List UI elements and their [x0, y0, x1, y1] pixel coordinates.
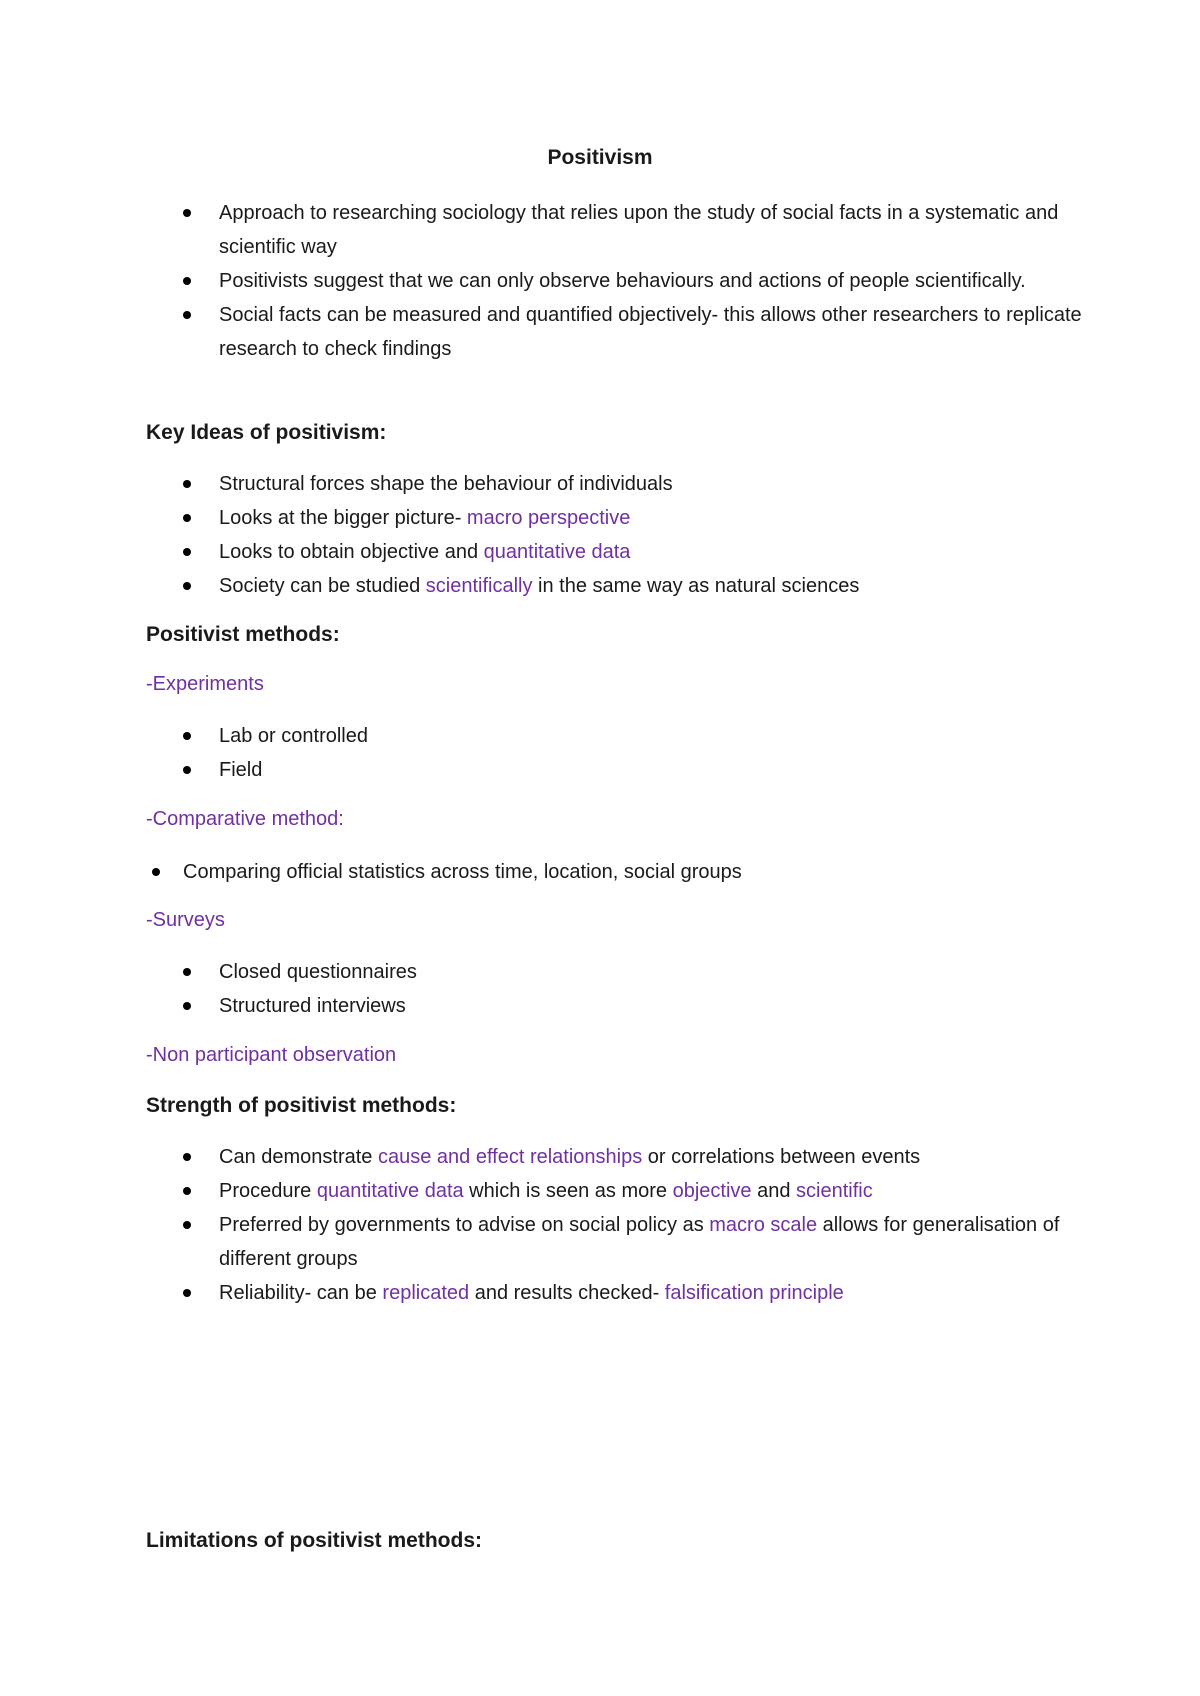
highlighted-term: cause and effect relationships: [377, 1146, 643, 1168]
strengths-heading: Strength of positivist methods:: [146, 1094, 457, 1117]
list-item-text: Field: [219, 759, 263, 781]
bullet-icon: [183, 277, 191, 285]
highlighted-term: replicated: [382, 1282, 470, 1304]
bullet-icon: [183, 514, 191, 522]
bullet-icon: [183, 480, 191, 488]
list-item-text: which is seen as more: [463, 1180, 673, 1202]
list-item: [146, 955, 1099, 989]
experiments-label: -Experiments: [146, 673, 264, 695]
list-item-text: Can demonstrate: [219, 1146, 378, 1168]
bullet-icon: [183, 1221, 191, 1229]
highlighted-term: objective: [672, 1180, 752, 1202]
list-item-text: Structural forces shape the behaviour of individuals: [219, 473, 673, 495]
list-item-text: and results checked-: [469, 1282, 665, 1304]
list-item-text: in the same way as natural sciences: [532, 575, 860, 597]
list-item: [146, 855, 1063, 889]
list-item-text: and: [751, 1180, 797, 1202]
key-ideas-heading: Key Ideas of positivism:: [146, 421, 387, 444]
highlighted-term: scientific: [796, 1180, 873, 1202]
comparative-list: [146, 855, 1063, 889]
strengths-list: [146, 1140, 1099, 1310]
bullet-icon: [183, 968, 191, 976]
list-item: [146, 1140, 1099, 1174]
highlighted-term: falsification principle: [664, 1282, 844, 1304]
bullet-icon: [183, 582, 191, 590]
bullet-icon: [183, 1002, 191, 1010]
bullet-icon: [183, 209, 191, 217]
list-item-text: Lab or controlled: [219, 725, 368, 747]
list-item-text: Comparing official statistics across time, location, social groups: [183, 861, 742, 883]
highlighted-term: scientifically: [425, 575, 533, 597]
list-item: [146, 501, 1099, 535]
highlighted-term: quantitative data: [316, 1180, 464, 1202]
key-ideas-list: [146, 467, 1099, 603]
bullet-icon: [152, 868, 160, 876]
bullet-icon: [183, 1153, 191, 1161]
list-item-text: Positivists suggest that we can only observe behaviours and actions of people scientifically.: [219, 270, 1026, 292]
bullet-icon: [183, 311, 191, 319]
highlighted-term: macro scale: [709, 1214, 818, 1236]
surveys-label: -Surveys: [146, 909, 225, 931]
bullet-icon: [183, 1187, 191, 1195]
comparative-label: -Comparative method:: [146, 808, 344, 830]
list-item-text: allows for generalisation of different groups: [219, 1214, 1060, 1270]
list-item-text: Looks at the bigger picture-: [219, 507, 467, 529]
methods-heading: Positivist methods:: [146, 623, 340, 646]
list-item-text: Looks to obtain objective and: [219, 541, 484, 563]
list-item: [146, 719, 1099, 753]
limitations-heading: Limitations of positivist methods:: [146, 1529, 483, 1552]
list-item: [146, 1208, 1099, 1276]
list-item-text: Structured interviews: [219, 995, 406, 1017]
highlighted-term: macro perspective: [466, 507, 631, 529]
list-item: [146, 1174, 1099, 1208]
bullet-icon: [183, 1289, 191, 1297]
bullet-icon: [183, 766, 191, 774]
list-item-text: Social facts can be measured and quantified objectively- this allows other researchers to replicate research to check findings: [219, 304, 1082, 360]
list-item: [146, 753, 1099, 787]
intro-list: [146, 196, 1099, 366]
list-item: [146, 298, 1099, 366]
highlighted-term: quantitative data: [483, 541, 631, 563]
page-title: Positivism: [547, 146, 653, 169]
observation-label: -Non participant observation: [146, 1044, 397, 1066]
list-item-text: Approach to researching sociology that relies upon the study of social facts in a systematic and scientific way: [219, 202, 1059, 258]
list-item: [146, 1276, 1099, 1310]
surveys-list: [146, 955, 1099, 1023]
list-item-text: or correlations between events: [642, 1146, 921, 1168]
bullet-icon: [183, 548, 191, 556]
list-item: [146, 989, 1099, 1023]
experiments-list: [146, 719, 1099, 787]
list-item-text: Closed questionnaires: [219, 961, 417, 983]
list-item-text: Procedure: [219, 1180, 317, 1202]
list-item: [146, 535, 1099, 569]
list-item: [146, 196, 1099, 264]
bullet-icon: [183, 732, 191, 740]
list-item: [146, 264, 1099, 298]
list-item: [146, 569, 1099, 603]
list-item: [146, 467, 1099, 501]
list-item-text: Reliability- can be: [219, 1282, 383, 1304]
list-item-text: Preferred by governments to advise on social policy as: [219, 1214, 710, 1236]
list-item-text: Society can be studied: [219, 575, 426, 597]
